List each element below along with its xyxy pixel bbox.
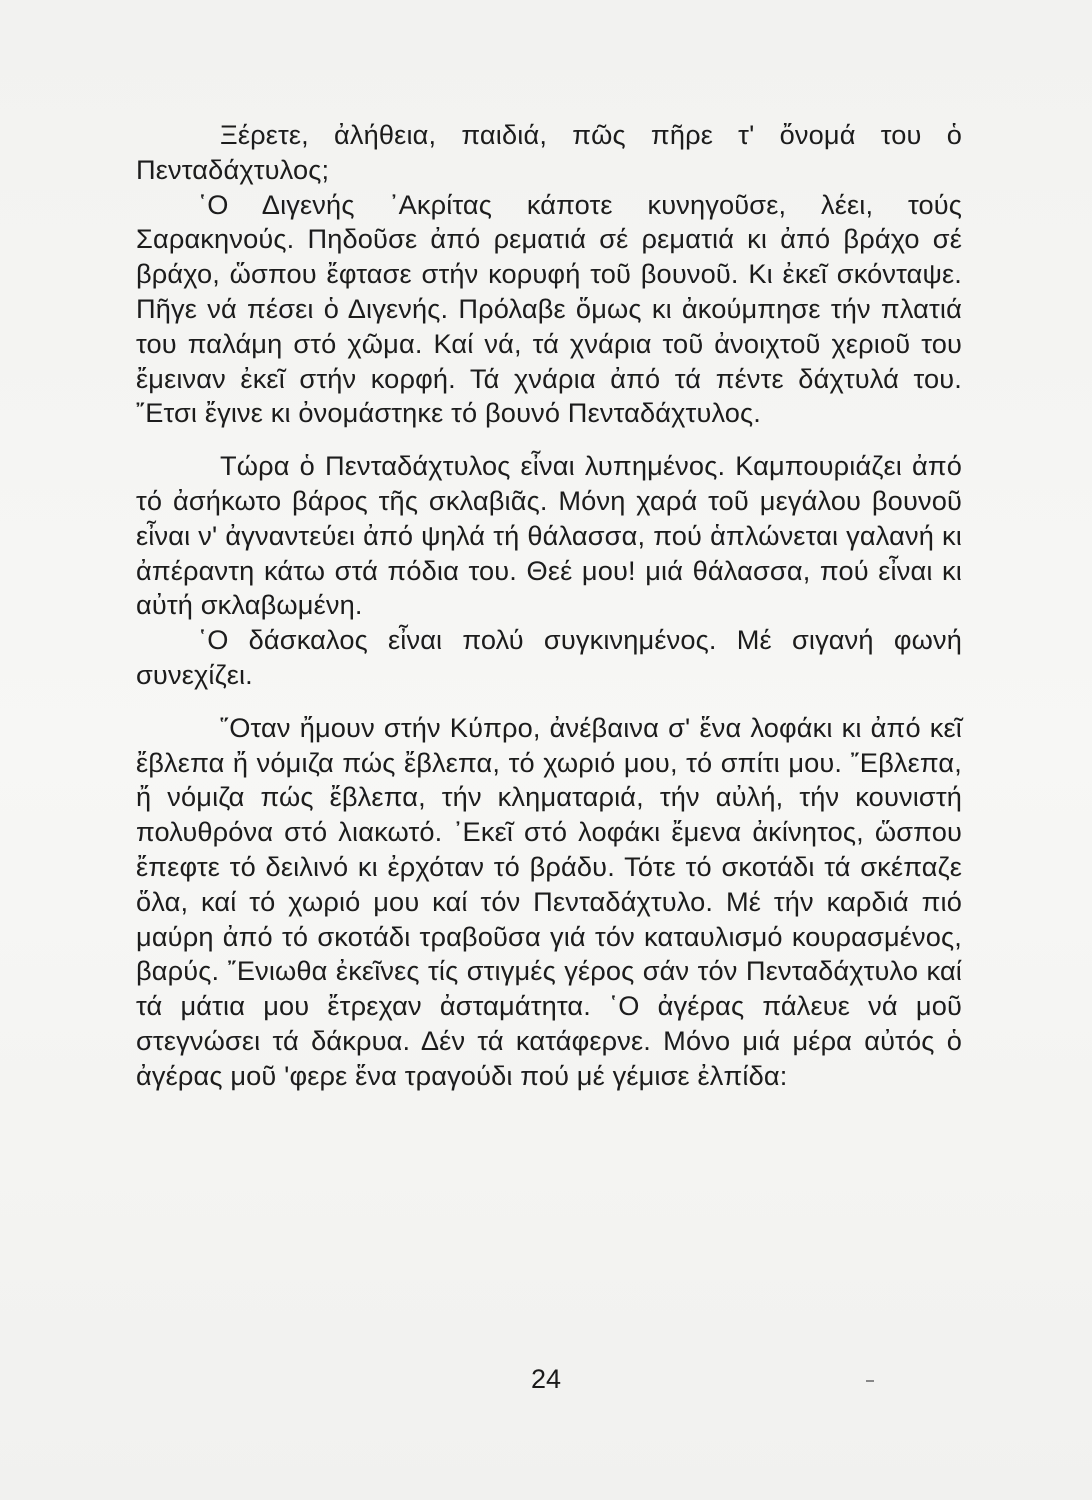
paragraph-2: ῾Ο Διγενής ᾿Ακρίτας κάποτε κυνηγοῦσε, λέει, τούς Σαρακηνούς. Πηδοῦσε ἀπό ρεματιά σέ ρεματιά κι ἀπό βράχο σέ βράχο, ὥσπου ἔφτασε στήν κορυφή τοῦ βουνοῦ. Κι ἐκεῖ σκόνταψε. Πῆγε νά πέσει ὁ Διγενής. Πρόλαβε ὅμως κι ἀκούμπησε τήν πλατιά του παλάμη στό χῶμα. Καί νά, τά χνάρια τοῦ ἀνοιχτοῦ χεριοῦ του ἔμειναν ἐκεῖ στήν κορφή. Τά χνάρια ἀπό τά πέντε δάχτυλά του. ῎Ετσι ἔγινε κι ὀνομάστηκε τό βουνό Πενταδάχτυλος.	[136, 188, 962, 429]
margin-mark	[866, 1380, 874, 1382]
page-number: 24	[530, 1364, 562, 1394]
paragraph-5: ῞Οταν ἤμουν στήν Κύπρο, ἀνέβαινα σ' ἕνα λοφάκι κι ἀπό κεῖ ἔβλεπα ἤ νόμιζα πώς ἔβλεπα, τό χωριό μου, τό σπίτι μου. ῎Εβλεπα, ἤ νόμιζα πώς ἔβλεπα, τήν κληματαριά, τήν αὐλή, τήν κουνιστή πολυθρόνα στό λιακωτό. ᾿Εκεῖ στό λοφάκι ἔμενα ἀκίνητος, ὥσπου ἔπεφτε τό δειλινό κι ἐρχόταν τό βράδυ. Τότε τό σκοτάδι τά σκέπαζε ὅλα, καί τό χωριό μου καί τόν Πενταδάχτυλο. Μέ τήν καρδιά πιό μαύρη ἀπό τό σκοτάδι τραβοῦσα γιά τόν καταυλισμό κουρασμένος, βαρύς. ῎Ενιωθα ἐκεῖνες τίς στιγμές γέρος σάν τόν Πενταδάχτυλο καί τά μάτια μου ἔτρεχαν ἀσταμάτητα. ῾Ο ἀγέρας πάλευε νά μοῦ στεγνώσει τά δάκρυα. Δέν τά κατάφερνε. Μόνο μιά μέρα αὐτός ὁ ἀγέρας μοῦ 'φερε ἕνα τραγούδι πού μέ γέμισε ἐλπίδα:	[136, 711, 962, 1091]
paragraph-4: ῾Ο δάσκαλος εἶναι πολύ συγκινημένος. Μέ σιγανή φωνή συνεχίζει.	[136, 624, 962, 690]
paragraph-1: Ξέρετε, ἀλήθεια, παιδιά, πῶς πῆρε τ' ὄνομά του ὁ Πενταδάχτυλος;	[136, 119, 962, 185]
paragraph-3: Τώρα ὁ Πενταδάχτυλος εἶναι λυπημένος. Καμπουριάζει ἀπό τό ἀσήκωτο βάρος τῆς σκλαβιᾶς. Μόνη χαρά τοῦ μεγάλου βουνοῦ εἶναι ν' ἀγναντεύει ἀπό ψηλά τή θάλασσα, πού ἁπλώνεται γαλανή κι ἀπέραντη κάτω στά πόδια του. Θεέ μου! μιά θάλασσα, πού εἶναι κι αὐτή σκλαβωμένη.	[136, 450, 962, 621]
body-text	[136, 118, 962, 1094]
